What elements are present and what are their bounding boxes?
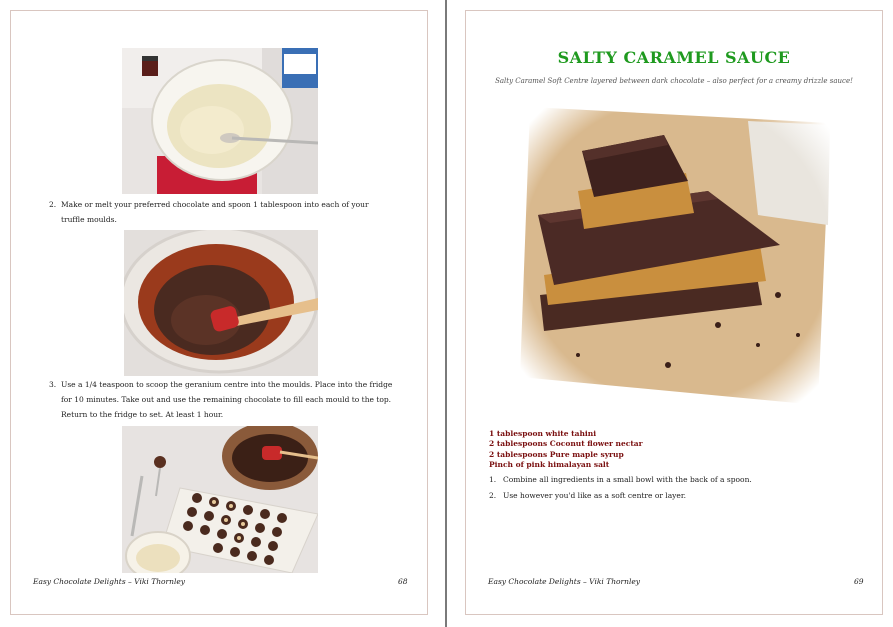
right-page — [465, 10, 883, 615]
step-number: 2. — [489, 491, 497, 500]
photo-truffle-moulds — [122, 426, 318, 573]
left-page-number: 68 — [398, 577, 408, 586]
ingredient-list — [489, 429, 643, 470]
left-step-3 — [49, 377, 404, 422]
ingredient-item: 1 tablespoon white tahini — [489, 429, 597, 438]
recipe-title: SALTY CARAMEL SAUCE — [557, 48, 791, 67]
step-number: 2. — [49, 200, 57, 209]
ingredient-item: Pinch of pink himalayan salt — [489, 459, 610, 469]
left-page — [10, 10, 428, 615]
left-step-2 — [49, 197, 389, 227]
right-footer-title: Easy Chocolate Delights – Viki Thornley — [488, 577, 641, 586]
right-page-number: 69 — [854, 577, 864, 586]
recipe-subtitle: Salty Caramel Soft Centre layered between dark chocolate – also perfect for a creamy drizzle sauce! — [495, 77, 853, 85]
book-spine — [445, 0, 447, 627]
right-step-1 — [489, 475, 752, 484]
step-number: 3. — [49, 380, 57, 389]
photo-white-cream-bowl — [122, 48, 318, 194]
photo-salty-caramel-chocolate — [518, 95, 836, 407]
ingredient-item: 2 tablespoons Coconut flower nectar — [489, 439, 643, 449]
right-step-2 — [489, 491, 686, 500]
step-text: Combine all ingredients in a small bowl with the back of a spoon. — [503, 475, 752, 484]
photo-melted-chocolate — [124, 230, 318, 376]
step-number: 1. — [489, 475, 497, 484]
step-text: Use a 1/4 teaspoon to scoop the geranium centre into the moulds. Place into the fridge for 10 minutes. Take out and use the remaining chocolate to fill each mould to the top. Return to the fridge to set. At least 1 hour. — [61, 380, 393, 419]
left-footer-title: Easy Chocolate Delights – Viki Thornley — [33, 577, 186, 586]
step-text: Make or melt your preferred chocolate and spoon 1 tablespoon into each of your truffle moulds. — [61, 200, 369, 224]
ingredient-item: 2 tablespoons Pure maple syrup — [489, 449, 624, 459]
step-text: Use however you'd like as a soft centre or layer. — [503, 491, 686, 500]
